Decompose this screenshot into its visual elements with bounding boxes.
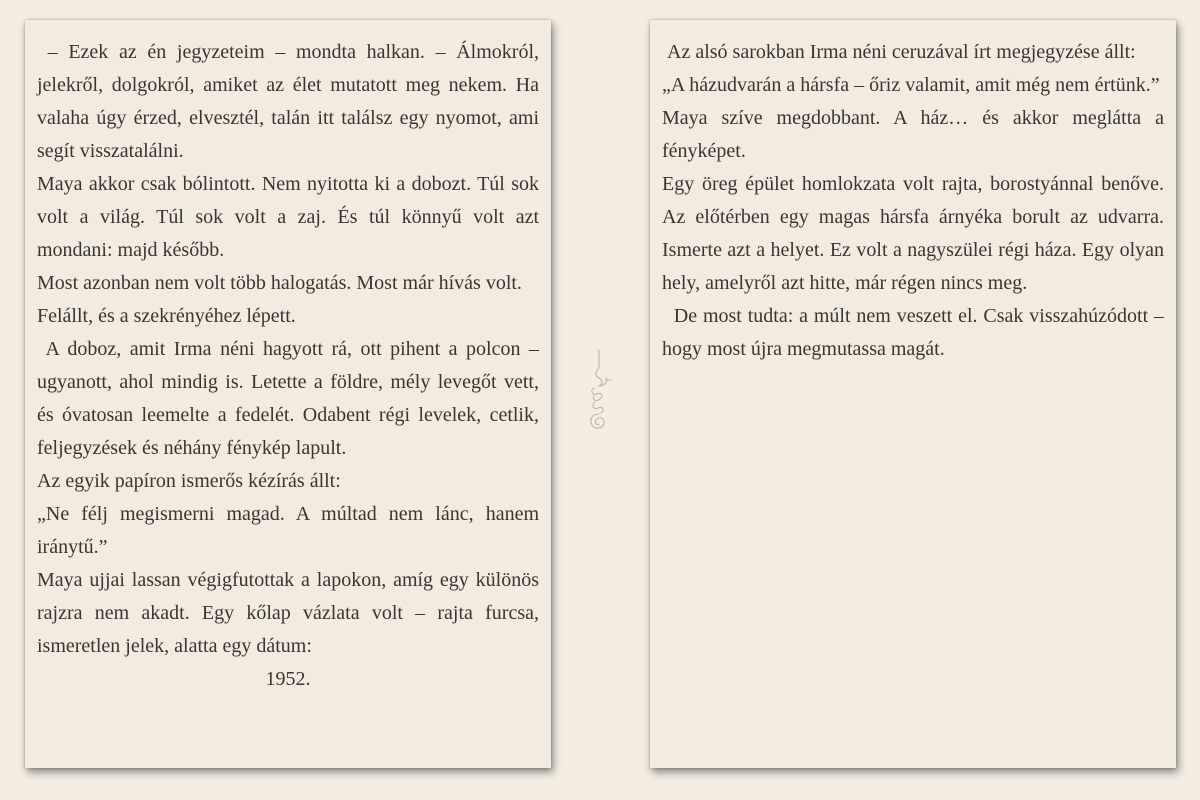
paragraph: – Ezek az én jegyzeteim – mondta halkan. – Álmokról, jelekről, dolgokról, amiket az élet mutatott meg nekem. Ha valaha úgy érzed, elvesztél, talán itt találsz egy nyomot, ami segít visszatalálni. xyxy=(37,41,545,162)
paragraph: De most tudta: a múlt nem veszett el. Csak visszahúzódott – hogy most újra megmutassa magát. xyxy=(662,305,1170,360)
left-page xyxy=(25,20,551,768)
paragraph: Felállt, és a szekrényéhez lépett. xyxy=(37,305,296,327)
right-page xyxy=(650,20,1176,768)
date-line: 1952. xyxy=(265,668,311,690)
paragraph: Most azonban nem volt több halogatás. Most már hívás volt. xyxy=(37,272,522,294)
paragraph: Az egyik papíron ismerős kézírás állt: xyxy=(37,470,341,492)
paragraph: Maya ujjai lassan végigfutottak a lapokon, amíg egy különös rajzra nem akadt. Egy kőlap vázlata volt – rajta furcsa, ismeretlen jelek, alatta egy dátum: xyxy=(37,569,544,657)
paragraph: „A házudvarán a hársfa – őriz valamit, amit még nem értünk.” xyxy=(662,74,1160,96)
paragraph: A doboz, amit Irma néni hagyott rá, ott pihent a polcon – ugyanott, ahol mindig is. Letette a földre, mély levegőt vett, és óvatosan leemelte a fedelét. Odabent régi levelek, cetlik, feljegyzések és néhány fénykép lapult. xyxy=(37,338,544,459)
flourish-divider-icon xyxy=(586,348,612,444)
paragraph: Egy öreg épület homlokzata volt rajta, borostyánnal benőve. Az előtérben egy magas hársfa árnyéka borult az udvarra. Ismerte azt a helyet. Ez volt a nagyszülei régi háza. Egy olyan hely, amelyről azt hitte, már régen nincs meg. xyxy=(662,173,1169,294)
paragraph: Maya szíve megdobbant. A ház… és akkor meglátta a fényképet. xyxy=(662,107,1169,162)
paragraph: „Ne félj megismerni magad. A múltad nem lánc, hanem iránytű.” xyxy=(37,503,544,558)
paragraph: Az alsó sarokban Irma néni ceruzával írt megjegyzése állt: xyxy=(662,41,1136,63)
paragraph: Maya akkor csak bólintott. Nem nyitotta ki a dobozt. Túl sok volt a világ. Túl sok volt a zaj. És túl könnyű volt azt mondani: majd később. xyxy=(37,173,544,261)
